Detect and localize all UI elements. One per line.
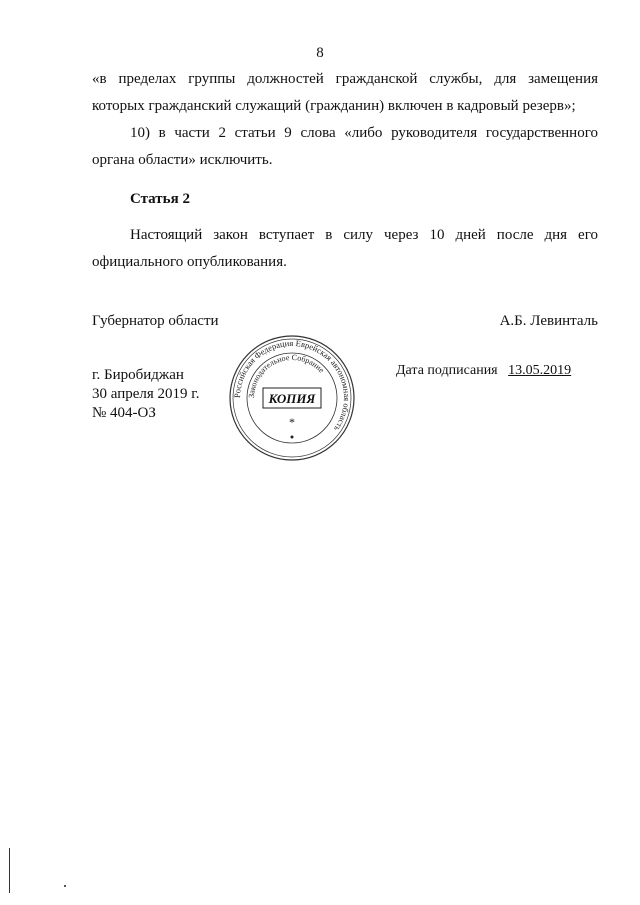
page-number: 8 xyxy=(316,45,324,61)
seal-star-icon: * xyxy=(289,415,295,429)
paragraph-quote xyxy=(92,66,598,120)
city: г. Биробиджан xyxy=(92,367,184,383)
paragraph-line: 10) в части 2 статьи 9 слова «либо руководителя государственного xyxy=(130,125,598,141)
law-number: № 404-ОЗ xyxy=(92,405,156,421)
law-date: 30 апреля 2019 г. xyxy=(92,386,200,402)
paragraph-line: «в пределах группы должностей гражданской службы, для замещения xyxy=(92,71,598,87)
paragraph-line: которых гражданский служащий (гражданин) включен в кадровый резерв»; xyxy=(92,98,576,114)
seal-copy-mark: КОПИЯ xyxy=(268,391,316,406)
official-seal xyxy=(227,333,357,463)
signing-date-value: 13.05.2019 xyxy=(508,363,572,378)
paragraph-item-10 xyxy=(92,120,598,174)
seal-outer-text: Российская Федерация Еврейская автономная область xyxy=(231,337,353,434)
signatory-position: Губернатор области xyxy=(92,313,219,329)
signatory-name: А.Б. Левинталь xyxy=(499,313,598,329)
margin-dot xyxy=(64,885,66,887)
signing-date-block xyxy=(396,363,571,379)
paragraph-article-2 xyxy=(92,222,598,276)
margin-rule xyxy=(9,848,10,893)
paragraph-line: Настоящий закон вступает в силу через 10 дней после дня его xyxy=(130,227,598,243)
article-heading: Статья 2 xyxy=(130,191,190,207)
signing-date-label: Дата подписания xyxy=(396,363,498,378)
paragraph-line: официального опубликования. xyxy=(92,254,287,270)
paragraph-line: органа области» исключить. xyxy=(92,152,273,168)
seal-inner-text: Законодательное Собрание xyxy=(246,352,326,399)
